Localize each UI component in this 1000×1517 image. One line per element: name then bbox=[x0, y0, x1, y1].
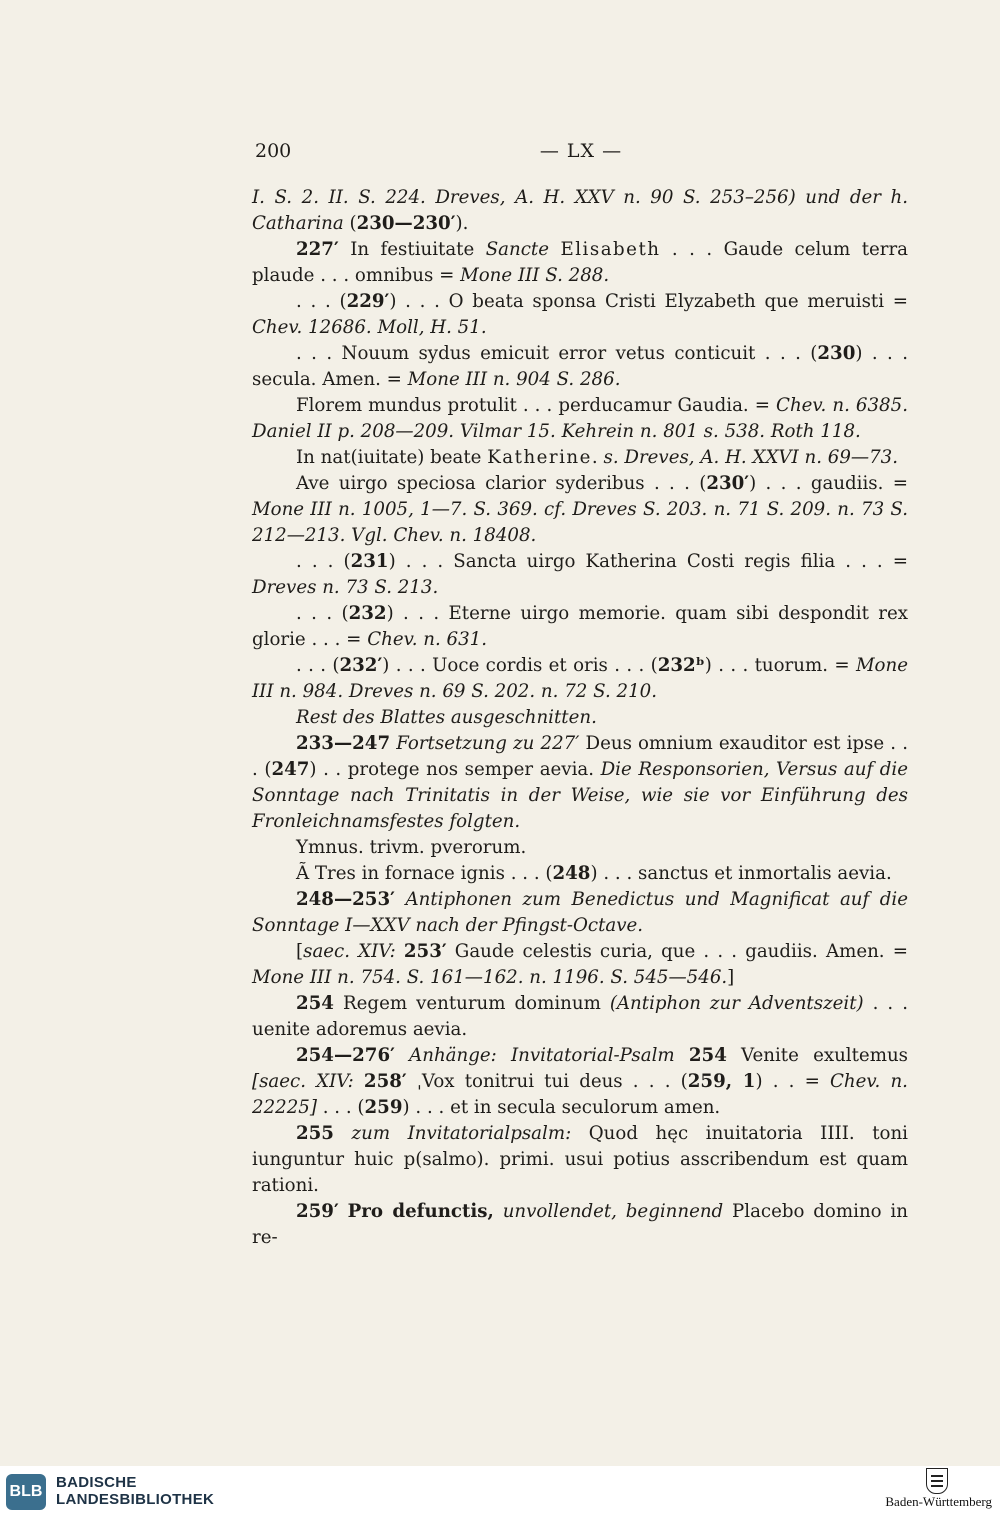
text-run bbox=[549, 239, 560, 260]
text-run: 230—230′ bbox=[356, 213, 456, 234]
text-run: zum Invitatorialpsalm: bbox=[351, 1123, 572, 1144]
text-run: 227′ bbox=[296, 239, 339, 260]
text-run: ) . . . O beata sponsa Cristi Elyzabeth que meruisti = bbox=[389, 291, 908, 312]
coat-of-arms-icon bbox=[926, 1468, 948, 1494]
text-run: 230 bbox=[817, 343, 856, 364]
text-run: . bbox=[591, 447, 604, 468]
text-run: . . . uenite adoremus aevia. bbox=[252, 993, 908, 1040]
text-run: . . . ( bbox=[296, 291, 347, 312]
text-run: Pro defunctis, bbox=[347, 1201, 494, 1222]
text-run: Chev. n. 6385. Daniel II p. 208—209. Vilmar 15. Kehrein n. 801 s. 538. Roth 118. bbox=[252, 395, 908, 442]
text-run: Chev. n. 631. bbox=[367, 629, 488, 650]
text-run: Chev. n. 22225] bbox=[252, 1071, 908, 1118]
entry-paragraph bbox=[252, 601, 908, 653]
text-run: 259, 1 bbox=[687, 1071, 756, 1092]
text-run: 254—276′ bbox=[296, 1045, 395, 1066]
text-run: Quod hęc inuitatoria IIII. toni iunguntur huic p(salmo). primi. usui potius asscribendum est quam rationi. bbox=[252, 1123, 908, 1196]
entry-paragraph bbox=[252, 289, 908, 341]
text-run: (Antiphon zur Adventszeit) bbox=[609, 993, 864, 1014]
text-run: ( bbox=[343, 213, 357, 234]
text-run: 254 bbox=[296, 993, 334, 1014]
text-run: Antiphonen zum Benedictus und Magnificat auf die Sonntage I—XXV nach der Pfingst-Octave. bbox=[252, 889, 908, 936]
text-run: Deus omnium exauditor est ipse . . . ( bbox=[252, 733, 908, 780]
text-run: 247 bbox=[271, 759, 310, 780]
text-run: saec. XIV: bbox=[303, 941, 396, 962]
text-run: ) . . . et in secula seculorum amen. bbox=[402, 1097, 721, 1118]
text-run bbox=[395, 889, 406, 910]
entry-paragraph bbox=[252, 393, 908, 445]
text-run: 232′ bbox=[339, 655, 383, 676]
text-run: Mone III n. 984. Dreves n. 69 S. 202. n. 72 S. 210. bbox=[252, 655, 908, 702]
page-header bbox=[255, 140, 907, 166]
entry-paragraph bbox=[252, 939, 908, 991]
text-run: . . . ( bbox=[296, 603, 349, 624]
text-run: 248—253′ bbox=[296, 889, 395, 910]
text-run: ) . . = bbox=[755, 1071, 831, 1092]
entry-paragraph bbox=[252, 237, 908, 289]
entry-paragraph bbox=[252, 185, 908, 237]
text-run: Sancte bbox=[485, 239, 549, 260]
text-run: ) . . . secula. Amen. = bbox=[252, 343, 908, 390]
text-run: Dreves n. 73 S. 213. bbox=[252, 577, 439, 598]
text-run: 248 bbox=[552, 863, 591, 884]
entry-paragraph bbox=[252, 549, 908, 601]
text-run: ) . . . Eterne uirgo memorie. quam sibi despondit rex glorie . . . = bbox=[252, 603, 908, 650]
text-run: ) . . . gaudiis. = bbox=[749, 473, 908, 494]
text-run: Mone III n. 1005, 1—7. S. 369. cf. Dreves S. 203. n. 71 S. 209. n. 73 S. 212—213. Vgl. Chev. n. 18408. bbox=[252, 499, 908, 546]
text-run: s. Dreves, A. H. XXVI n. 69—73. bbox=[603, 447, 899, 468]
text-run: 229′ bbox=[346, 291, 390, 312]
text-run: In festiuitate bbox=[338, 239, 486, 260]
library-name[interactable] bbox=[56, 1474, 214, 1508]
text-run bbox=[675, 1045, 689, 1066]
entry-paragraph bbox=[252, 991, 908, 1043]
text-run: Anhänge: Invitatorial-Psalm bbox=[409, 1045, 675, 1066]
text-run: . . . ( bbox=[296, 655, 340, 676]
entry-paragraph bbox=[252, 861, 908, 887]
text-run: ) . . . Uoce cordis et oris . . . ( bbox=[382, 655, 658, 676]
text-run: Katherine bbox=[487, 447, 592, 468]
text-run bbox=[354, 1071, 364, 1092]
text-run: Venite exultemus bbox=[726, 1045, 908, 1066]
text-run: 232 bbox=[348, 603, 387, 624]
page-number: 200 bbox=[255, 140, 292, 162]
text-run: Mone III S. 288. bbox=[460, 265, 610, 286]
entry-paragraph bbox=[252, 1121, 908, 1199]
text-run: ) . . . sanctus et inmortalis aevia. bbox=[590, 863, 892, 884]
text-run: In nat(iuitate) beate bbox=[296, 447, 488, 468]
entry-paragraph bbox=[252, 471, 908, 549]
text-run: Elisabeth bbox=[560, 239, 661, 260]
text-run: [saec. XIV: bbox=[252, 1071, 354, 1092]
text-run: ) . . protege nos semper aevia. bbox=[309, 759, 601, 780]
text-run: Gaude celestis curia, que . . . gaudiis. Amen. = bbox=[446, 941, 908, 962]
text-run: Mone III n. 754. S. 161—162. n. 1196. S. 545—546. bbox=[252, 967, 728, 988]
page-body bbox=[252, 185, 908, 1251]
text-run: Placebo domino in re- bbox=[252, 1201, 908, 1248]
state-name: Baden-Württemberg bbox=[885, 1494, 992, 1509]
library-name-line2: LANDESBIBLIOTHEK bbox=[56, 1491, 215, 1508]
text-run: 255 bbox=[296, 1123, 334, 1144]
entry-paragraph bbox=[252, 731, 908, 835]
entry-paragraph bbox=[252, 835, 908, 861]
text-run: ˌVox tonitrui tui deus . . . ( bbox=[406, 1071, 688, 1092]
text-run: 253′ bbox=[403, 941, 447, 962]
running-title: — LX — bbox=[539, 140, 623, 162]
text-run: Ave uirgo speciosa clarior syderibus . . . ( bbox=[296, 473, 707, 494]
text-run: 259 bbox=[364, 1097, 403, 1118]
entry-paragraph bbox=[252, 653, 908, 705]
entry-paragraph bbox=[252, 445, 908, 471]
text-run: 254 bbox=[688, 1045, 727, 1066]
text-run: Mone III n. 904 S. 286. bbox=[407, 369, 621, 390]
text-run: I. S. 2. II. S. 224. Dreves, A. H. XXV n. 90 S. 253–256) und der h. Catharina bbox=[252, 187, 908, 234]
text-run: Fortsetzung zu 227′ bbox=[396, 733, 580, 754]
footer-bar bbox=[0, 1466, 1000, 1517]
entry-paragraph bbox=[252, 1043, 908, 1121]
entry-paragraph bbox=[252, 705, 908, 731]
text-run: unvollendet, beginnend bbox=[502, 1201, 724, 1222]
text-run: 258′ bbox=[363, 1071, 407, 1092]
entry-paragraph bbox=[252, 887, 908, 939]
text-run: 232ᵇ bbox=[657, 655, 705, 676]
blb-logo-icon[interactable]: BLB bbox=[6, 1474, 46, 1510]
text-run bbox=[494, 1201, 503, 1222]
text-run bbox=[334, 1123, 352, 1144]
text-run: Florem mundus protulit . . . perducamur Gaudia. = bbox=[296, 395, 777, 416]
entry-paragraph bbox=[252, 341, 908, 393]
text-run: . . . Gaude celum terra plaude . . . omnibus = bbox=[252, 239, 908, 286]
text-run bbox=[396, 941, 404, 962]
text-run: 230′ bbox=[706, 473, 750, 494]
text-run: . . . ( bbox=[316, 1097, 365, 1118]
text-run: . . . Nouum sydus emicuit error vetus conticuit . . . ( bbox=[296, 343, 818, 364]
text-run: 231 bbox=[350, 551, 389, 572]
library-name-line1: BADISCHE bbox=[56, 1474, 137, 1491]
text-run: ). bbox=[455, 213, 469, 234]
text-run bbox=[339, 1201, 348, 1222]
text-run: . . . ( bbox=[296, 551, 351, 572]
entry-paragraph bbox=[252, 1199, 908, 1251]
text-run: 259′ bbox=[296, 1201, 339, 1222]
text-run: 233—247 bbox=[296, 733, 391, 754]
text-run: Regem venturum dominum bbox=[333, 993, 610, 1014]
text-run bbox=[395, 1045, 409, 1066]
text-run: Rest des Blattes ausgeschnitten. bbox=[296, 707, 597, 728]
text-run: Die Responsorien, Versus auf die Sonntage nach Trinitatis in der Weise, wie sie vor Einführung des Fronleichnamsfestes folgten. bbox=[252, 759, 908, 832]
text-run: ) . . . Sancta uirgo Katherina Costi regis filia . . . = bbox=[388, 551, 908, 572]
text-run: [ bbox=[296, 941, 304, 962]
text-run: ) . . . tuorum. = bbox=[704, 655, 856, 676]
text-run: ] bbox=[727, 967, 735, 988]
text-run: Chev. 12686. Moll, H. 51. bbox=[252, 317, 487, 338]
text-run: Ymnus. trivm. pverorum. bbox=[296, 837, 527, 858]
text-run: Ã Tres in fornace ignis . . . ( bbox=[296, 863, 553, 884]
